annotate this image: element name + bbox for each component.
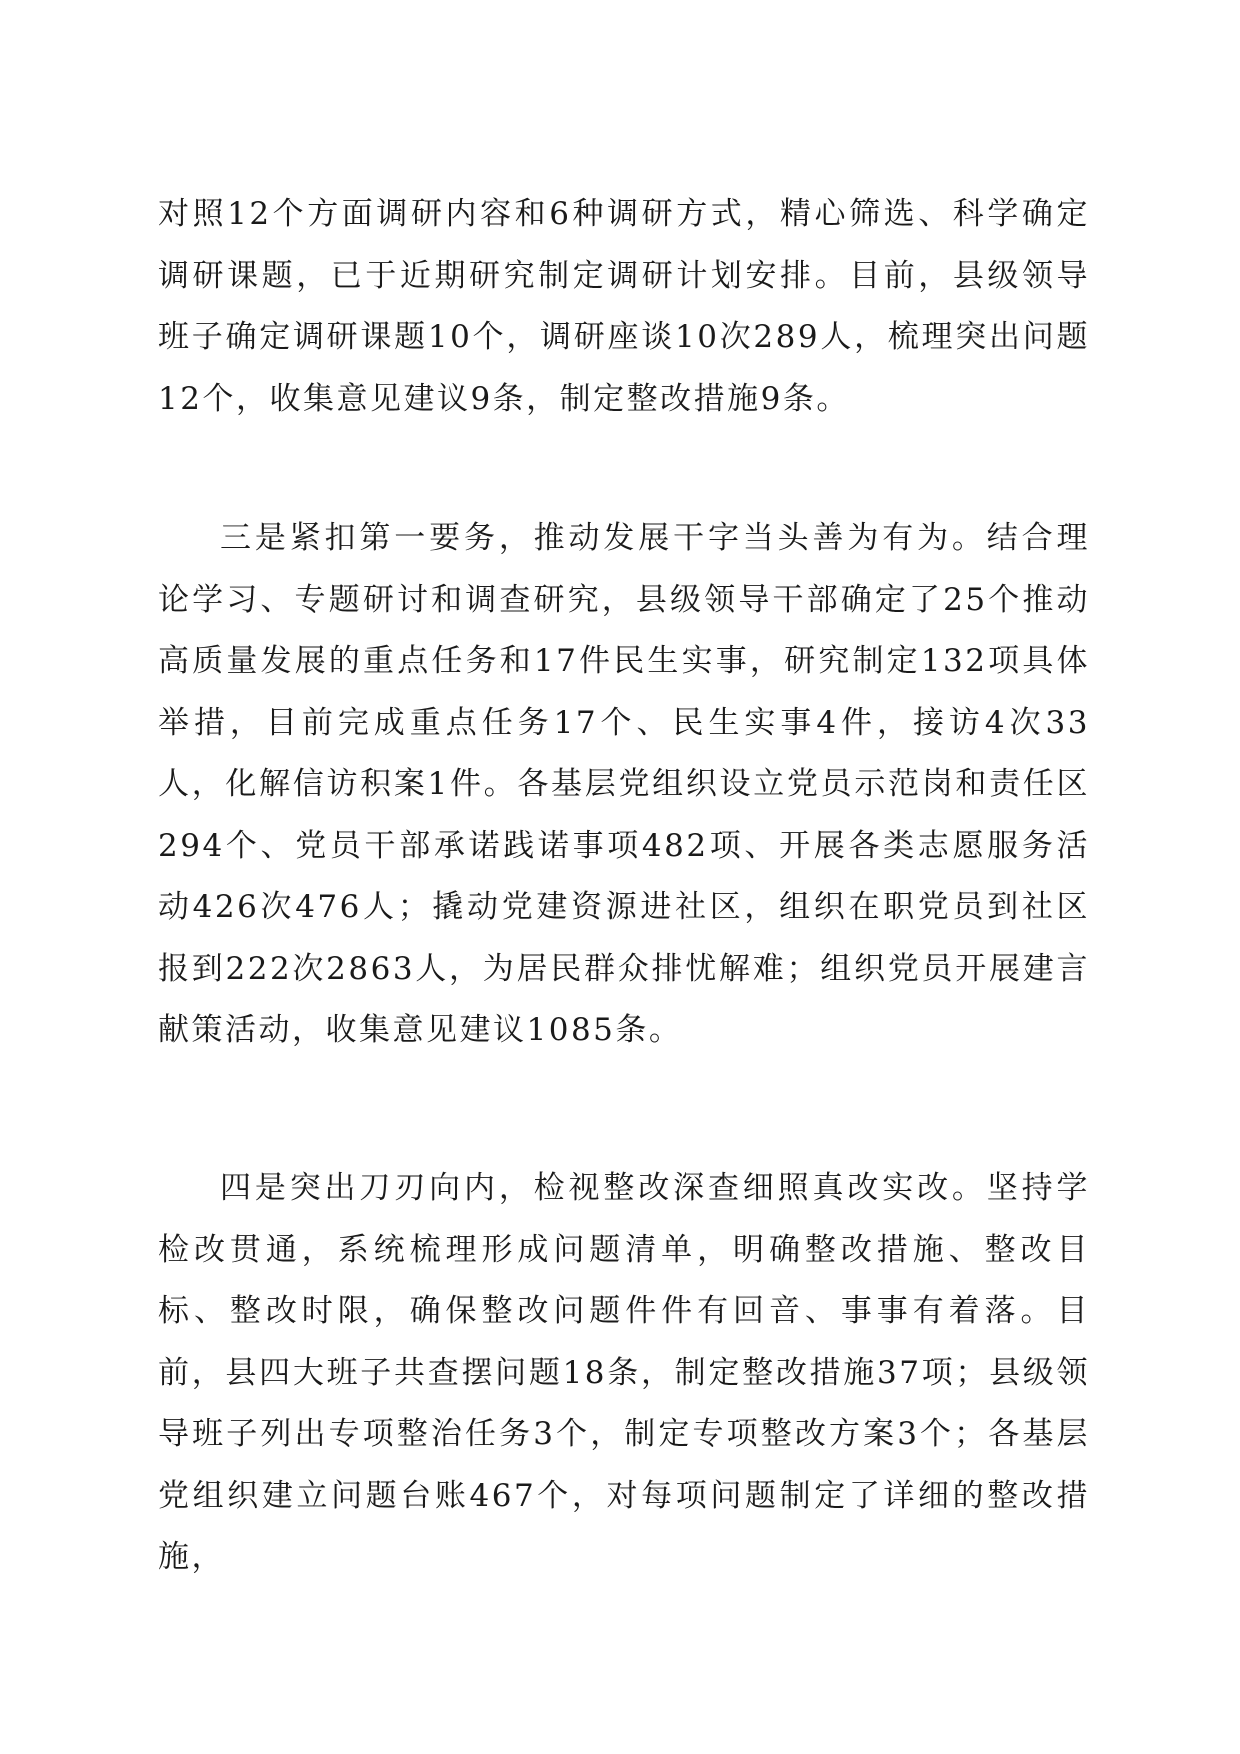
paragraph-continuation <box>158 184 1090 430</box>
paragraph-text: 三是紧扣第一要务，推动发展干字当头善为有为。结合理论学习、专题研讨和调查研究，县级领导干部确定了25个推动高质量发展的重点任务和17件民生实事，研究制定132项具体举措，目前完成重点任务17个、民生实事4件，接访4次33人，化解信访积案1件。各基层党组织设立党员示范岗和责任区294个、党员干部承诺践诺事项482项、开展各类志愿服务活动426次476人；撬动党建资源进社区，组织在职党员到社区报到222次2863人，为居民群众排忧解难；组织党员开展建言献策活动，收集意见建议1085条。 <box>158 520 1090 1048</box>
paragraph-fourth-point <box>158 1158 1090 1589</box>
paragraph-third-point <box>158 508 1090 1062</box>
paragraph-text: 对照12个方面调研内容和6种调研方式，精心筛选、科学确定调研课题，已于近期研究制定调研计划安排。目前，县级领导班子确定调研课题10个，调研座谈10次289人，梳理突出问题12个，收集意见建议9条，制定整改措施9条。 <box>158 196 1090 417</box>
paragraph-text: 四是突出刀刃向内，检视整改深查细照真改实改。坚持学检改贯通，系统梳理形成问题清单，明确整改措施、整改目标、整改时限，确保整改问题件件有回音、事事有着落。目前，县四大班子共查摆问题18条，制定整改措施37项；县级领导班子列出专项整治任务3个，制定专项整改方案3个；各基层党组织建立问题台账467个，对每项问题制定了详细的整改措施， <box>158 1170 1090 1575</box>
